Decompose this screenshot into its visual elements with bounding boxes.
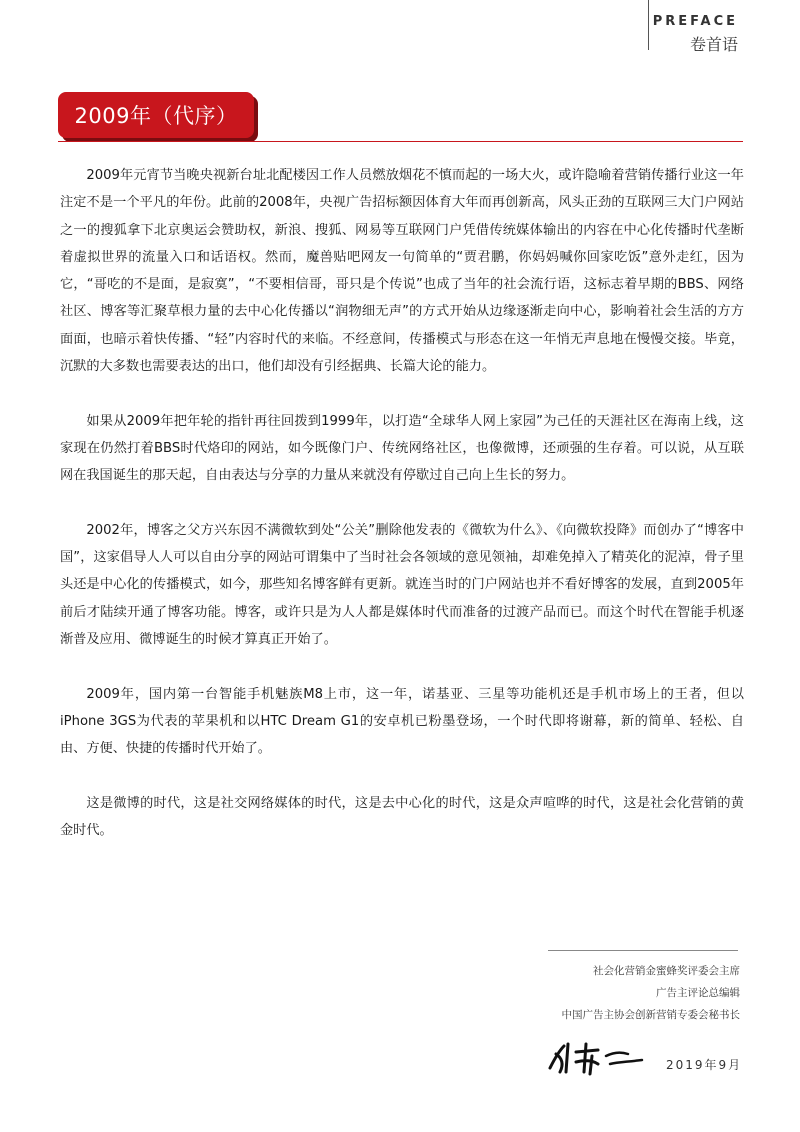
title-underline xyxy=(58,141,743,142)
paragraph-1: 2009年元宵节当晚央视新台址北配楼因工作人员燃放烟花不慎而起的一场大火，或许隐喻着营销传播行业这一年注定不是一个平凡的年份。此前的2008年，央视广告招标额因体育大年而再创新高，风头正劲的互联网三大门户网站之一的搜狐拿下北京奥运会赞助权，新浪、搜狐、网易等互联网门户凭借传统媒体输出的内容在中心化传播时代垄断着虚拟世界的流量入口和话语权。然而，魔兽贴吧网友一句简单的“贾君鹏，你妈妈喊你回家吃饭”意外走红，因为它，“哥吃的不是面，是寂寞”，“不要相信哥，哥只是个传说”也成了当年的社会流行语，这标志着早期的BBS、网络社区、博客等汇聚草根力量的去中心化传播以“润物细无声”的方式开始从边缘逐渐走向中心，影响着社会生活的方方面面，也暗示着快传播、“轻”内容时代的来临。不经意间，传播模式与形态在这一年悄无声息地在慢慢交接。毕竟，沉默的大多数也需要表达的出口，他们却没有引经据典、长篇大论的能力。 xyxy=(60,168,744,375)
paragraph-4: 2009年，国内第一台智能手机魅族M8上市，这一年，诺基亚、三星等功能机还是手机市场上的王者，但以iPhone 3GS为代表的苹果机和以HTC Dream G1的安卓机已粉墨登场，一个时代即将谢幕，新的简单、轻松、自由、方便、快捷的传播时代开始了。 xyxy=(60,686,744,757)
header-divider xyxy=(648,0,649,50)
article-body xyxy=(60,162,744,872)
title-banner xyxy=(58,92,254,138)
handwritten-signature xyxy=(546,1038,648,1078)
signoff-block xyxy=(562,960,741,1026)
signoff-divider xyxy=(548,950,738,951)
paragraph-2: 如果从2009年把年轮的指针再往回拨到1999年，以打造“全球华人网上家园”为己任的天涯社区在海南上线，这家现在仍然打着BBS时代烙印的网站，如今既像门户、传统网络社区，也像微博，还顽强的生存着。可以说，从互联网在我国诞生的那天起，自由表达与分享的力量从来就没有停歇过自己向上生长的努力。 xyxy=(60,413,744,484)
signoff-date: 2019年9月 xyxy=(666,1058,743,1072)
signoff-role-1: 社会化营销金蜜蜂奖评委会主席 xyxy=(593,965,740,977)
signoff-role-2: 广告主评论总编辑 xyxy=(656,987,740,999)
paragraph-3: 2002年，博客之父方兴东因不满微软到处“公关”删除他发表的《微软为什么》、《向微软投降》而创办了“博客中国”，这家倡导人人可以自由分享的网站可谓集中了当时社会各领域的意见领袖，却难免掉入了精英化的泥淖，骨子里头还是中心化的传播模式，如今，那些知名博客鲜有更新。就连当时的门户网站也并不看好博客的发展，直到2005年前后才陆续开通了博客功能。博客，或许只是为人人都是媒体时代而准备的过渡产品而已。而这个时代在智能手机逐渐普及应用、微博诞生的时候才算真正开始了。 xyxy=(60,522,744,648)
paragraph-5: 这是微博的时代，这是社交网络媒体的时代，这是去中心化的时代，这是众声喧哗的时代，这是社会化营销的黄金时代。 xyxy=(60,795,744,839)
preface-label-cn: 卷首语 xyxy=(689,35,738,54)
page-title: 2009年（代序） xyxy=(74,104,238,128)
signoff-role-3: 中国广告主协会创新营销专委会秘书长 xyxy=(561,1009,740,1021)
preface-label-en: PREFACE xyxy=(652,14,738,29)
